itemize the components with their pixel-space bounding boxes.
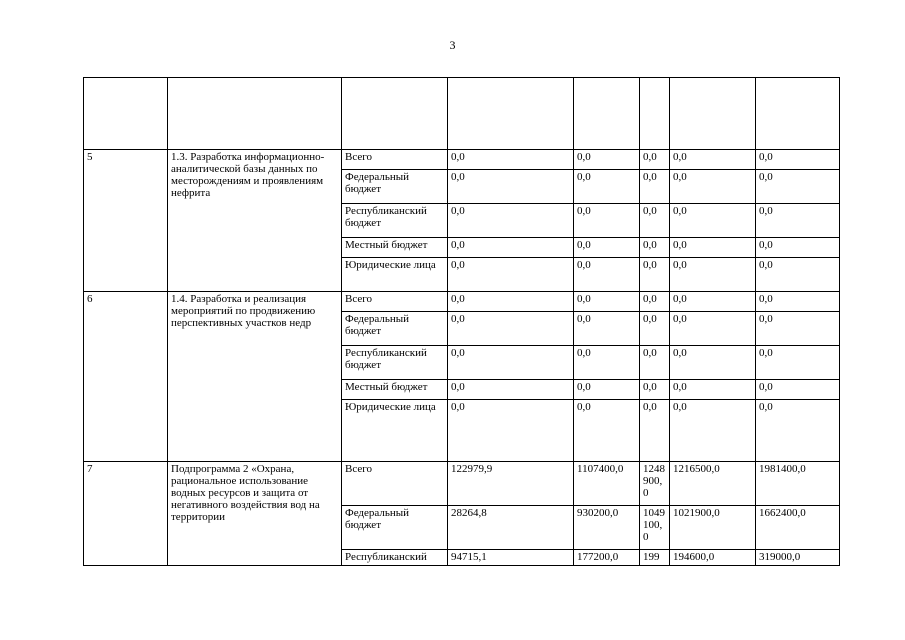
value-cell: 1981400,0: [756, 462, 840, 506]
header-cell: [574, 78, 640, 150]
value-cell: 0,0: [448, 150, 574, 170]
source-name: Республиканский: [342, 550, 448, 566]
value-cell: 0,0: [448, 380, 574, 400]
value-cell: 0,0: [670, 204, 756, 238]
value-cell: 0,0: [574, 204, 640, 238]
value-cell: 94715,1: [448, 550, 574, 566]
value-cell: 0,0: [574, 346, 640, 380]
value-cell: 319000,0: [756, 550, 840, 566]
value-cell: 0,0: [574, 150, 640, 170]
value-cell: 0,0: [640, 258, 670, 292]
row-title: 1.4. Разработка и реализация мероприятий по продвижению перспективных участков недр: [168, 292, 342, 462]
value-cell: 0,0: [574, 400, 640, 462]
value-cell: 1248900,0: [640, 462, 670, 506]
value-cell: 0,0: [670, 292, 756, 312]
value-cell: 0,0: [640, 170, 670, 204]
value-cell: 0,0: [640, 238, 670, 258]
value-cell: 1107400,0: [574, 462, 640, 506]
value-cell: 0,0: [574, 292, 640, 312]
value-cell: 0,0: [574, 170, 640, 204]
table-row: [84, 292, 840, 312]
value-cell: 0,0: [448, 170, 574, 204]
value-cell: 177200,0: [574, 550, 640, 566]
value-cell: 1021900,0: [670, 506, 756, 550]
source-name: Всего: [342, 150, 448, 170]
budget-table: [83, 77, 840, 566]
value-cell: 1216500,0: [670, 462, 756, 506]
value-cell: 0,0: [448, 292, 574, 312]
value-cell: 0,0: [448, 238, 574, 258]
value-cell: 0,0: [640, 400, 670, 462]
value-cell: 0,0: [640, 346, 670, 380]
value-cell: 0,0: [756, 346, 840, 380]
value-cell: 0,0: [574, 238, 640, 258]
value-cell: 0,0: [574, 312, 640, 346]
source-name: Федеральный бюджет: [342, 312, 448, 346]
source-name: Всего: [342, 462, 448, 506]
header-cell: [670, 78, 756, 150]
value-cell: 0,0: [448, 312, 574, 346]
value-cell: 0,0: [756, 258, 840, 292]
value-cell: 0,0: [670, 380, 756, 400]
value-cell: 122979,9: [448, 462, 574, 506]
table-row: [84, 462, 840, 506]
header-row: [84, 78, 840, 150]
row-number: 5: [84, 150, 168, 292]
value-cell: 0,0: [670, 346, 756, 380]
value-cell: 0,0: [574, 258, 640, 292]
source-name: Федеральный бюджет: [342, 170, 448, 204]
value-cell: 0,0: [640, 292, 670, 312]
page-number: 3: [449, 38, 456, 52]
value-cell: 1049100,0: [640, 506, 670, 550]
value-cell: 0,0: [670, 150, 756, 170]
value-cell: 0,0: [574, 380, 640, 400]
value-cell: 0,0: [448, 400, 574, 462]
table-row: [84, 150, 840, 170]
value-cell: 0,0: [448, 258, 574, 292]
value-cell: 0,0: [670, 258, 756, 292]
source-name: Юридические лица: [342, 400, 448, 462]
row-title: 1.3. Разработка информационно-аналитической базы данных по месторождениям и проявлениям нефрита: [168, 150, 342, 292]
header-cell: [342, 78, 448, 150]
value-cell: 0,0: [756, 204, 840, 238]
header-cell: [640, 78, 670, 150]
value-cell: 0,0: [448, 204, 574, 238]
source-name: Местный бюджет: [342, 238, 448, 258]
row-title: Подпрограмма 2 «Охрана, рациональное использование водных ресурсов и защита от негативного воздействия вод на территории: [168, 462, 342, 566]
value-cell: 0,0: [756, 380, 840, 400]
row-number: 7: [84, 462, 168, 566]
value-cell: 0,0: [448, 346, 574, 380]
source-name: Местный бюджет: [342, 380, 448, 400]
value-cell: 0,0: [640, 204, 670, 238]
source-name: Федеральный бюджет: [342, 506, 448, 550]
header-cell: [756, 78, 840, 150]
value-cell: 0,0: [640, 150, 670, 170]
value-cell: 0,0: [670, 238, 756, 258]
header-cell: [168, 78, 342, 150]
value-cell: 930200,0: [574, 506, 640, 550]
value-cell: 199: [640, 550, 670, 566]
value-cell: 0,0: [670, 170, 756, 204]
value-cell: 1662400,0: [756, 506, 840, 550]
source-name: Юридические лица: [342, 258, 448, 292]
value-cell: 0,0: [756, 238, 840, 258]
value-cell: 28264,8: [448, 506, 574, 550]
value-cell: 0,0: [756, 170, 840, 204]
value-cell: 194600,0: [670, 550, 756, 566]
value-cell: 0,0: [756, 292, 840, 312]
source-name: Республиканский бюджет: [342, 346, 448, 380]
value-cell: 0,0: [756, 312, 840, 346]
value-cell: 0,0: [670, 400, 756, 462]
source-name: Республиканский бюджет: [342, 204, 448, 238]
source-name: Всего: [342, 292, 448, 312]
header-cell: [448, 78, 574, 150]
value-cell: 0,0: [756, 400, 840, 462]
row-number: 6: [84, 292, 168, 462]
header-cell: [84, 78, 168, 150]
value-cell: 0,0: [670, 312, 756, 346]
value-cell: 0,0: [756, 150, 840, 170]
value-cell: 0,0: [640, 380, 670, 400]
value-cell: 0,0: [640, 312, 670, 346]
